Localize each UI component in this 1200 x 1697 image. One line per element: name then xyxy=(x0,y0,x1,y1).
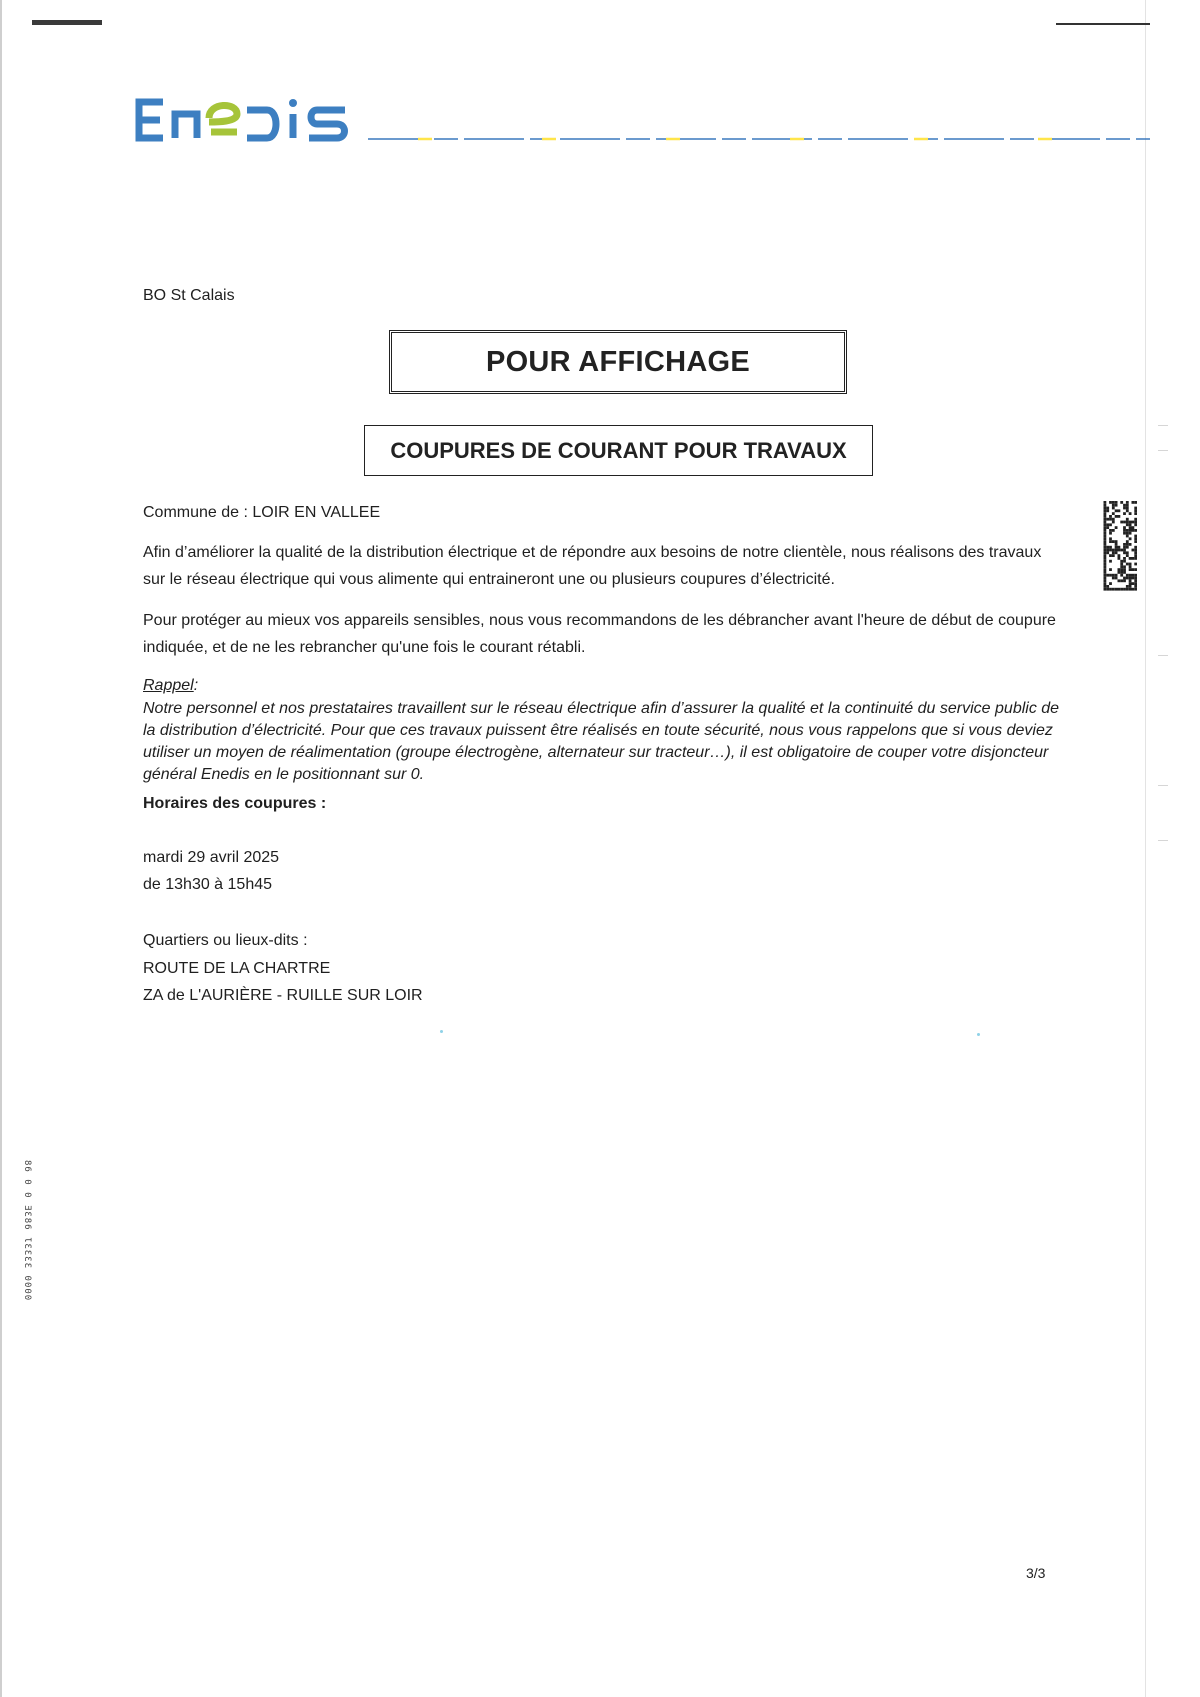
outage-time: de 13h30 à 15h45 xyxy=(143,876,273,893)
place-item: ZA de L'AURIÈRE - RUILLE SUR LOIR xyxy=(143,987,423,1004)
intro-paragraph: Afin d’améliorer la qualité de la distribution électrique et de répondre aux besoins de notre clientèle, nous réalisons des travaux sur le réseau électrique qui vous alimente qui entraineront une ou plusieurs coupures d’électricité. xyxy=(143,544,1042,588)
outage-date: mardi 29 avril 2025 xyxy=(143,849,280,866)
scan-mark-right xyxy=(1056,23,1150,25)
margin-tick xyxy=(1158,450,1168,451)
scan-mark-left xyxy=(32,20,102,25)
scan-side-code: 86 0 0 ƎƐ86 ƖƐƐƐƐ 0000 xyxy=(22,1160,32,1302)
datamatrix-barcode xyxy=(1103,500,1137,592)
commune-line: Commune de : LOIR EN VALLEE xyxy=(143,504,381,521)
rappel-text: Notre personnel et nos prestataires travaillent sur le réseau électrique afin d’assurer la qualité et la continuité du service public de la distribution d’électricité. Pour que ces travaux puissent être réalisés en toute sécurité, nous vous rappelons que si vous deviez utiliser un moyen de réalimentation (groupe électrogène, alternateur sur tracteur…), il est obligatoire de couper votre disjoncteur général Enedis en le positionnant sur 0. xyxy=(143,700,1060,783)
sub-title: COUPURES DE COURANT POUR TRAVAUX xyxy=(364,425,873,476)
rappel-heading xyxy=(143,677,198,695)
enedis-logo xyxy=(133,92,353,146)
main-title: POUR AFFICHAGE xyxy=(389,330,847,394)
rappel-colon: : xyxy=(193,677,199,694)
place-item: ROUTE DE LA CHARTRE xyxy=(143,960,331,977)
rappel-label: Rappel xyxy=(143,677,194,694)
advice-paragraph: Pour protéger au mieux vos appareils sensibles, nous vous recommandons de les débrancher avant l'heure de début de coupure indiquée, et de ne les rebrancher qu'une fois le courant rétabli. xyxy=(143,612,1056,656)
places-title: Quartiers ou lieux-dits : xyxy=(143,932,308,949)
margin-tick xyxy=(1158,425,1168,426)
scan-edge-right xyxy=(1145,0,1146,1697)
margin-tick xyxy=(1158,655,1168,656)
header-rule xyxy=(368,136,1150,142)
scan-speck xyxy=(440,1030,443,1033)
scan-speck xyxy=(977,1033,980,1036)
page-number: 3/3 xyxy=(1026,1565,1046,1581)
scan-edge-left xyxy=(0,0,2,1697)
margin-tick xyxy=(1158,785,1168,786)
schedule-title: Horaires des coupures : xyxy=(143,795,327,812)
sender-office: BO St Calais xyxy=(143,287,235,304)
margin-tick xyxy=(1158,840,1168,841)
